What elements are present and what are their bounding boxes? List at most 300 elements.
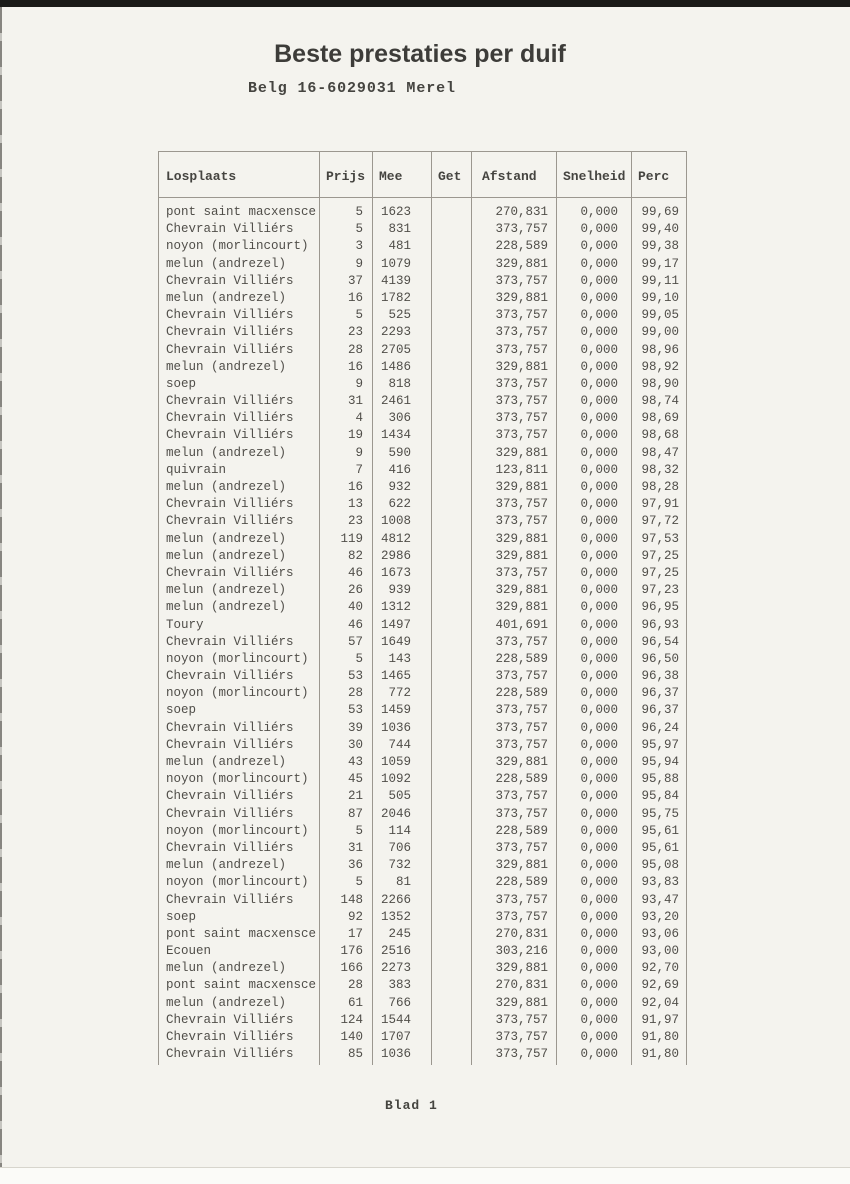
cell-mee: 1352: [380, 909, 411, 924]
cell-afstand: 373,757: [495, 342, 548, 357]
cell-get: [431, 892, 471, 909]
cell-losplaats: pont saint macxensce: [166, 926, 317, 941]
cell-snelheid: 0,000: [580, 342, 618, 357]
cell-afstand: 329,881: [495, 290, 548, 305]
table-row: [159, 307, 686, 324]
cell-losplaats: Chevrain Villiérs: [166, 222, 294, 237]
cell-perc: 96,95: [641, 600, 679, 615]
cell-afstand: 228,589: [495, 651, 548, 666]
cell-snelheid: 0,000: [580, 1012, 618, 1027]
table-row: [159, 823, 686, 840]
cell-get: [431, 204, 471, 221]
cell-get: [431, 617, 471, 634]
cell-prijs: 53: [347, 669, 363, 684]
cell-prijs: 23: [347, 514, 363, 529]
column-header-afstand: Afstand: [482, 168, 537, 184]
cell-snelheid: 0,000: [580, 600, 618, 615]
cell-mee: 1312: [380, 600, 411, 615]
cell-get: [431, 273, 471, 290]
cell-mee: 932: [388, 480, 411, 494]
cell-perc: 95,94: [641, 755, 679, 769]
cell-mee: 1707: [380, 1030, 411, 1044]
cell-perc: 95,88: [641, 772, 679, 787]
cell-losplaats: Chevrain Villiérs: [166, 737, 294, 752]
cell-losplaats: Chevrain Villiérs: [166, 1047, 294, 1062]
scan-top-edge: [0, 0, 850, 7]
cell-mee: 1673: [380, 565, 411, 580]
cell-perc: 99,69: [641, 205, 679, 219]
cell-get: [431, 720, 471, 737]
column-separator-line: [631, 152, 632, 1065]
cell-losplaats: Chevrain Villiérs: [166, 840, 294, 855]
cell-get: [431, 427, 471, 444]
cell-perc: 95,97: [641, 737, 679, 752]
table-row: [159, 479, 686, 496]
cell-mee: 1079: [380, 256, 411, 271]
cell-snelheid: 0,000: [580, 583, 618, 598]
cell-get: [431, 943, 471, 960]
table-row: [159, 445, 686, 462]
cell-losplaats: quivrain: [166, 462, 227, 477]
table-row: [159, 376, 686, 393]
cell-get: [431, 909, 471, 926]
cell-snelheid: 0,000: [580, 961, 618, 976]
cell-perc: 99,05: [641, 308, 679, 323]
cell-losplaats: melun (andrezel): [166, 531, 287, 546]
cell-losplaats: melun (andrezel): [166, 548, 287, 563]
cell-perc: 93,20: [641, 909, 679, 924]
cell-perc: 95,61: [641, 823, 679, 838]
cell-prijs: 39: [347, 720, 363, 735]
cell-prijs: 46: [347, 617, 363, 632]
cell-afstand: 303,216: [495, 944, 548, 959]
table-row: [159, 256, 686, 273]
cell-afstand: 373,757: [495, 720, 548, 735]
cell-perc: 97,25: [641, 565, 679, 580]
cell-snelheid: 0,000: [580, 840, 618, 855]
cell-afstand: 329,881: [495, 359, 548, 374]
page-number: Blad 1: [385, 1098, 438, 1113]
scan-bottom-edge: [0, 1167, 850, 1184]
cell-get: [431, 702, 471, 719]
cell-losplaats: Chevrain Villiérs: [166, 565, 294, 580]
cell-get: [431, 290, 471, 307]
cell-afstand: 373,757: [495, 565, 548, 580]
cell-afstand: 373,757: [495, 840, 548, 855]
cell-snelheid: 0,000: [580, 926, 618, 941]
cell-afstand: 373,757: [495, 428, 548, 443]
cell-mee: 525: [388, 308, 411, 323]
cell-afstand: 373,757: [495, 669, 548, 684]
cell-perc: 92,69: [641, 978, 679, 993]
cell-get: [431, 634, 471, 651]
cell-perc: 91,97: [641, 1012, 679, 1027]
cell-losplaats: Chevrain Villiérs: [166, 1030, 294, 1044]
cell-prijs: 46: [347, 565, 363, 580]
cell-mee: 481: [388, 239, 411, 254]
cell-get: [431, 565, 471, 582]
column-header-mee: Mee: [379, 168, 403, 184]
cell-afstand: 373,757: [495, 789, 548, 804]
table-row: [159, 874, 686, 891]
cell-prijs: 16: [347, 359, 363, 374]
cell-snelheid: 0,000: [580, 806, 618, 821]
cell-snelheid: 0,000: [580, 875, 618, 890]
cell-get: [431, 256, 471, 273]
cell-prijs: 61: [347, 995, 363, 1010]
cell-afstand: 270,831: [495, 926, 548, 941]
cell-afstand: 373,757: [495, 308, 548, 323]
cell-perc: 98,92: [641, 359, 679, 374]
column-header-prijs: Prijs: [326, 168, 366, 184]
cell-snelheid: 0,000: [580, 755, 618, 769]
cell-prijs: 9: [355, 256, 363, 271]
cell-afstand: 329,881: [495, 480, 548, 494]
cell-losplaats: soep: [166, 376, 197, 391]
cell-get: [431, 1046, 471, 1063]
cell-get: [431, 376, 471, 393]
cell-get: [431, 771, 471, 788]
cell-prijs: 87: [347, 806, 363, 821]
cell-get: [431, 531, 471, 548]
table-row: [159, 531, 686, 548]
cell-afstand: 373,757: [495, 892, 548, 907]
cell-losplaats: melun (andrezel): [166, 858, 287, 873]
cell-perc: 96,24: [641, 720, 679, 735]
cell-losplaats: Chevrain Villiérs: [166, 273, 294, 288]
cell-perc: 99,17: [641, 256, 679, 271]
table-row: [159, 1029, 686, 1046]
table-row: [159, 462, 686, 479]
table-row: [159, 977, 686, 994]
cell-prijs: 82: [347, 548, 363, 563]
cell-prijs: 23: [347, 325, 363, 340]
cell-get: [431, 496, 471, 513]
cell-afstand: 373,757: [495, 806, 548, 821]
cell-perc: 96,50: [641, 651, 679, 666]
table-row: [159, 651, 686, 668]
table-row: [159, 513, 686, 530]
cell-get: [431, 737, 471, 754]
cell-perc: 93,06: [641, 926, 679, 941]
cell-afstand: 373,757: [495, 497, 548, 512]
cell-perc: 97,23: [641, 583, 679, 598]
cell-prijs: 30: [347, 737, 363, 752]
cell-get: [431, 462, 471, 479]
cell-perc: 91,80: [641, 1047, 679, 1062]
cell-losplaats: Chevrain Villiérs: [166, 428, 294, 443]
cell-losplaats: Chevrain Villiérs: [166, 411, 294, 426]
table-row: [159, 960, 686, 977]
cell-losplaats: Toury: [166, 617, 204, 632]
column-separator-line: [319, 152, 320, 1065]
cell-perc: 97,91: [641, 497, 679, 512]
cell-perc: 97,25: [641, 548, 679, 563]
table-row: [159, 720, 686, 737]
cell-mee: 143: [388, 651, 411, 666]
column-header-snelheid: Snelheid: [563, 168, 626, 184]
cell-afstand: 228,589: [495, 823, 548, 838]
cell-mee: 939: [388, 583, 411, 598]
cell-snelheid: 0,000: [580, 462, 618, 477]
cell-snelheid: 0,000: [580, 789, 618, 804]
cell-get: [431, 977, 471, 994]
cell-snelheid: 0,000: [580, 205, 618, 219]
cell-losplaats: melun (andrezel): [166, 961, 287, 976]
cell-mee: 2461: [380, 394, 411, 409]
cell-perc: 99,40: [641, 222, 679, 237]
cell-prijs: 16: [347, 290, 363, 305]
cell-snelheid: 0,000: [580, 617, 618, 632]
cell-snelheid: 0,000: [580, 256, 618, 271]
cell-perc: 96,37: [641, 703, 679, 718]
cell-get: [431, 359, 471, 376]
cell-perc: 98,28: [641, 480, 679, 494]
cell-perc: 98,68: [641, 428, 679, 443]
cell-losplaats: Chevrain Villiérs: [166, 514, 294, 529]
cell-prijs: 9: [355, 376, 363, 391]
table-row: [159, 342, 686, 359]
cell-afstand: 270,831: [495, 978, 548, 993]
cell-mee: 772: [388, 686, 411, 701]
cell-mee: 1059: [380, 755, 411, 769]
cell-mee: 2293: [380, 325, 411, 340]
cell-afstand: 329,881: [495, 961, 548, 976]
cell-mee: 1465: [380, 669, 411, 684]
cell-prijs: 124: [340, 1012, 363, 1027]
cell-get: [431, 754, 471, 771]
column-separator-line: [556, 152, 557, 1065]
cell-snelheid: 0,000: [580, 909, 618, 924]
cell-prijs: 7: [355, 462, 363, 477]
cell-perc: 99,11: [641, 273, 679, 288]
cell-prijs: 5: [355, 823, 363, 838]
cell-mee: 1036: [380, 720, 411, 735]
cell-losplaats: soep: [166, 909, 197, 924]
table-row: [159, 926, 686, 943]
cell-mee: 831: [388, 222, 411, 237]
cell-snelheid: 0,000: [580, 651, 618, 666]
scan-left-edge: [0, 7, 2, 1167]
cell-losplaats: melun (andrezel): [166, 995, 287, 1010]
cell-perc: 92,04: [641, 995, 679, 1010]
cell-snelheid: 0,000: [580, 239, 618, 254]
cell-get: [431, 479, 471, 496]
table-row: [159, 685, 686, 702]
cell-prijs: 119: [340, 531, 363, 546]
cell-get: [431, 393, 471, 410]
cell-prijs: 148: [340, 892, 363, 907]
column-header-losplaats: Losplaats: [166, 168, 237, 184]
table-row: [159, 668, 686, 685]
cell-snelheid: 0,000: [580, 686, 618, 701]
cell-afstand: 228,589: [495, 239, 548, 254]
cell-afstand: 373,757: [495, 1047, 548, 1062]
cell-get: [431, 685, 471, 702]
cell-mee: 114: [388, 823, 411, 838]
cell-prijs: 5: [355, 308, 363, 323]
cell-get: [431, 960, 471, 977]
cell-losplaats: noyon (morlincourt): [166, 686, 309, 701]
cell-afstand: 329,881: [495, 755, 548, 769]
cell-get: [431, 995, 471, 1012]
table-row: [159, 565, 686, 582]
cell-mee: 818: [388, 376, 411, 391]
cell-mee: 1092: [380, 772, 411, 787]
table-row: [159, 359, 686, 376]
cell-prijs: 13: [347, 497, 363, 512]
cell-prijs: 92: [347, 909, 363, 924]
cell-mee: 1623: [380, 205, 411, 219]
cell-get: [431, 582, 471, 599]
cell-prijs: 26: [347, 583, 363, 598]
cell-losplaats: Chevrain Villiérs: [166, 325, 294, 340]
cell-afstand: 329,881: [495, 995, 548, 1010]
cell-prijs: 28: [347, 342, 363, 357]
cell-snelheid: 0,000: [580, 823, 618, 838]
cell-perc: 92,70: [641, 961, 679, 976]
cell-prijs: 19: [347, 428, 363, 443]
column-header-perc: Perc: [638, 168, 670, 184]
table-row: [159, 221, 686, 238]
table-row: [159, 599, 686, 616]
cell-snelheid: 0,000: [580, 565, 618, 580]
table-row: [159, 909, 686, 926]
cell-losplaats: noyon (morlincourt): [166, 823, 309, 838]
cell-afstand: 373,757: [495, 394, 548, 409]
cell-perc: 98,69: [641, 411, 679, 426]
cell-snelheid: 0,000: [580, 720, 618, 735]
cell-losplaats: noyon (morlincourt): [166, 772, 309, 787]
cell-snelheid: 0,000: [580, 514, 618, 529]
cell-perc: 95,84: [641, 789, 679, 804]
table-row: [159, 943, 686, 960]
table-row: [159, 1012, 686, 1029]
table-row: [159, 582, 686, 599]
cell-afstand: 373,757: [495, 737, 548, 752]
cell-snelheid: 0,000: [580, 308, 618, 323]
table-row: [159, 393, 686, 410]
cell-snelheid: 0,000: [580, 669, 618, 684]
table-row: [159, 238, 686, 255]
cell-snelheid: 0,000: [580, 1047, 618, 1062]
cell-get: [431, 410, 471, 427]
cell-afstand: 373,757: [495, 325, 548, 340]
cell-afstand: 373,757: [495, 376, 548, 391]
cell-prijs: 5: [355, 222, 363, 237]
cell-snelheid: 0,000: [580, 376, 618, 391]
table-row: [159, 771, 686, 788]
cell-prijs: 9: [355, 445, 363, 460]
cell-afstand: 329,881: [495, 531, 548, 546]
table-row: [159, 702, 686, 719]
cell-mee: 1649: [380, 634, 411, 649]
cell-prijs: 28: [347, 978, 363, 993]
cell-prijs: 4: [355, 411, 363, 426]
cell-get: [431, 668, 471, 685]
cell-afstand: 228,589: [495, 772, 548, 787]
cell-snelheid: 0,000: [580, 1030, 618, 1044]
cell-prijs: 57: [347, 634, 363, 649]
cell-perc: 95,08: [641, 858, 679, 873]
cell-get: [431, 513, 471, 530]
cell-get: [431, 1012, 471, 1029]
cell-afstand: 123,811: [495, 462, 548, 477]
cell-afstand: 329,881: [495, 445, 548, 460]
cell-losplaats: melun (andrezel): [166, 290, 287, 305]
table-row: [159, 496, 686, 513]
page-title: Beste prestaties per duif: [274, 40, 566, 68]
table-row: [159, 634, 686, 651]
cell-prijs: 40: [347, 600, 363, 615]
table-row: [159, 273, 686, 290]
cell-afstand: 373,757: [495, 273, 548, 288]
cell-mee: 81: [395, 875, 411, 890]
cell-perc: 96,37: [641, 686, 679, 701]
cell-prijs: 43: [347, 755, 363, 769]
cell-snelheid: 0,000: [580, 480, 618, 494]
cell-get: [431, 823, 471, 840]
cell-perc: 95,75: [641, 806, 679, 821]
cell-losplaats: noyon (morlincourt): [166, 875, 309, 890]
column-header-get: Get: [438, 168, 462, 184]
cell-snelheid: 0,000: [580, 222, 618, 237]
cell-mee: 383: [388, 978, 411, 993]
table-row: [159, 324, 686, 341]
cell-mee: 2273: [380, 961, 411, 976]
table-row: [159, 1046, 686, 1063]
cell-losplaats: Chevrain Villiérs: [166, 789, 294, 804]
cell-afstand: 228,589: [495, 686, 548, 701]
cell-perc: 98,96: [641, 342, 679, 357]
cell-losplaats: soep: [166, 703, 197, 718]
cell-snelheid: 0,000: [580, 411, 618, 426]
cell-mee: 1497: [380, 617, 411, 632]
cell-afstand: 373,757: [495, 1012, 548, 1027]
cell-mee: 306: [388, 411, 411, 426]
table-row: [159, 410, 686, 427]
cell-prijs: 5: [355, 651, 363, 666]
cell-perc: 98,74: [641, 394, 679, 409]
cell-afstand: 373,757: [495, 634, 548, 649]
cell-snelheid: 0,000: [580, 858, 618, 873]
cell-mee: 1459: [380, 703, 411, 718]
cell-get: [431, 324, 471, 341]
cell-mee: 732: [388, 858, 411, 873]
cell-get: [431, 806, 471, 823]
cell-snelheid: 0,000: [580, 394, 618, 409]
cell-afstand: 373,757: [495, 222, 548, 237]
table-body: [159, 198, 686, 1063]
cell-losplaats: Chevrain Villiérs: [166, 394, 294, 409]
cell-afstand: 373,757: [495, 909, 548, 924]
cell-afstand: 373,757: [495, 411, 548, 426]
table-row: [159, 204, 686, 221]
cell-snelheid: 0,000: [580, 703, 618, 718]
cell-afstand: 373,757: [495, 514, 548, 529]
cell-get: [431, 548, 471, 565]
cell-mee: 1486: [380, 359, 411, 374]
cell-losplaats: melun (andrezel): [166, 256, 287, 271]
cell-perc: 99,00: [641, 325, 679, 340]
cell-mee: 1782: [380, 290, 411, 305]
cell-prijs: 85: [347, 1047, 363, 1062]
cell-perc: 93,00: [641, 944, 679, 959]
cell-prijs: 28: [347, 686, 363, 701]
cell-prijs: 140: [340, 1030, 363, 1044]
cell-get: [431, 307, 471, 324]
cell-get: [431, 874, 471, 891]
